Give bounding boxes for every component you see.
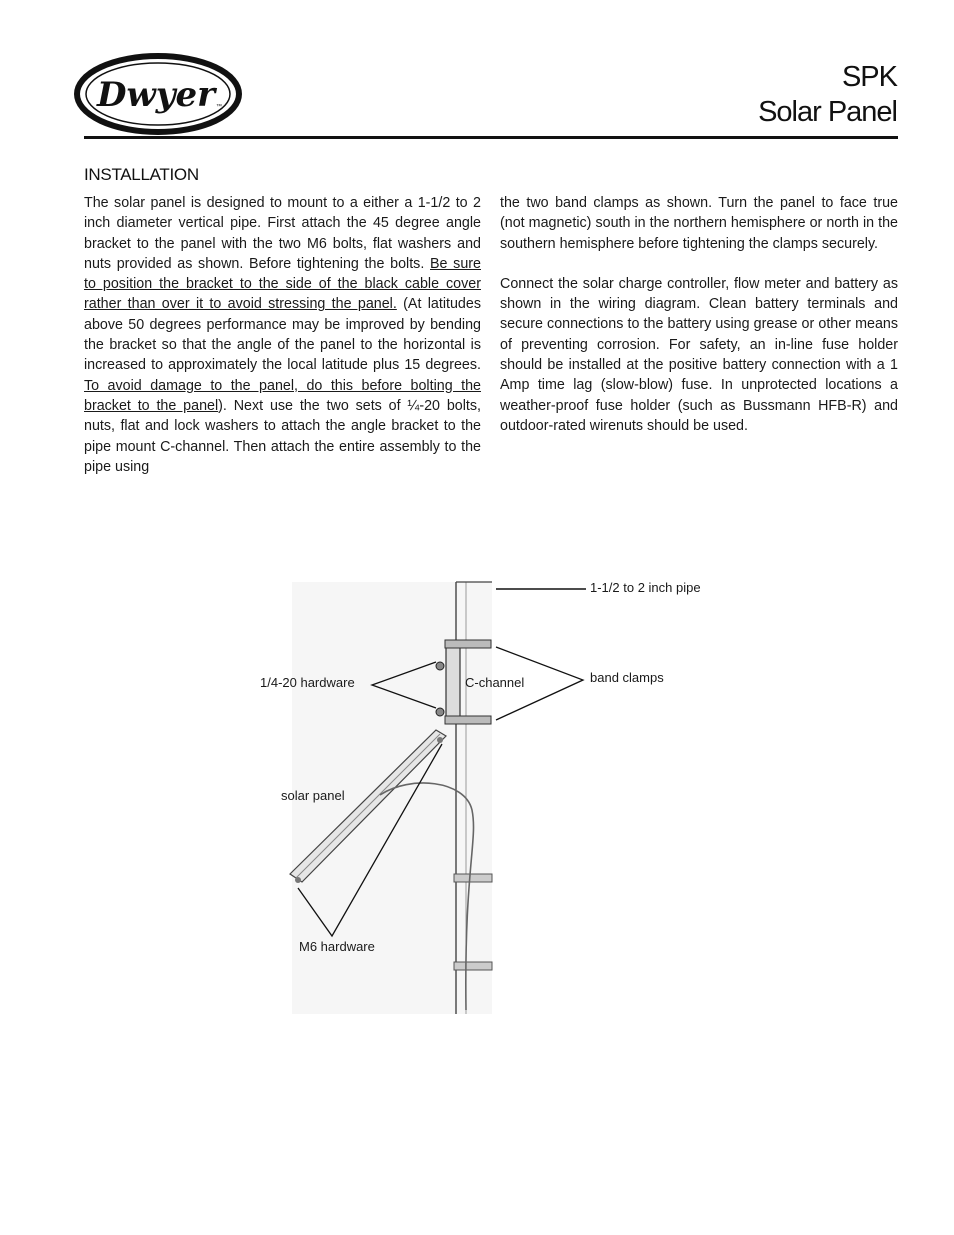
band-clamp-top (445, 640, 491, 648)
document-title (758, 60, 897, 130)
m6-bolt-bottom (295, 877, 301, 883)
underlined-warning: To avoid damage to the panel, do this before bolting the bracket to the panel (84, 377, 481, 414)
label-c-channel: C-channel (465, 675, 525, 690)
model-code: SPK (841, 61, 897, 93)
installation-paragraph-2: the two band clamps as shown. Turn the panel to face true (not magnetic) south in the northern hemisphere or north in the southern hemisphere before tightening the clamps securely. (500, 195, 898, 252)
text-run: (At latitudes above 50 degrees performance may be improved by bending the bracket so that the angle of the panel to the horizontal is increased to approximately the local latitude plus 15 degrees. (84, 296, 481, 374)
m6-bolt-top (437, 737, 443, 743)
header-divider (84, 136, 898, 139)
label-solar-panel: solar panel (281, 788, 345, 803)
label-m6-hardware: M6 hardware (299, 939, 375, 954)
label-quarter-hardware: 1/4-20 hardware (260, 675, 355, 690)
logo-wordmark: Dwyer (96, 75, 216, 115)
bolt-lower (436, 708, 444, 716)
right-column (500, 193, 898, 436)
bolt-upper (436, 662, 444, 670)
installation-paragraph-1 (84, 193, 481, 477)
text-run: ). Next use the two sets of ¼-20 bolts, nuts, flat and lock washers to attach the angle bracket to the pipe mount C-channel. Then attach the entire assembly to the pipe using (84, 397, 481, 475)
text-run: The solar panel is designed to mount to a either a 1-1/2 to 2 inch diameter vertical pipe. First attach the 45 degree angle bracket to the panel with the two M6 bolts, flat washers and nuts provided as shown. Before tightening the bolts. (84, 195, 481, 272)
wiring-paragraph: Connect the solar charge controller, flow meter and battery as shown in the wiring diagram. Clean battery terminals and secure connections to the battery using grease or other means of preventing corrosion. For safety, an in-line fuse holder should be installed at the positive battery connection with a 1 Amp time lag (slow-blow) fuse. In unprotected locations a weather-proof fuse holder (such as Bussmann HFB-R) and outdoor-rated wirenuts should be used. (500, 275, 898, 434)
trademark-mark: ™ (216, 104, 222, 110)
product-name: Solar Panel (758, 96, 897, 128)
dwyer-logo (74, 52, 244, 136)
label-band-clamps: band clamps (590, 670, 664, 685)
label-pipe: 1-1/2 to 2 inch pipe (590, 580, 701, 595)
dwyer-logo-graphic (74, 52, 244, 136)
section-heading: INSTALLATION (84, 165, 199, 184)
lower-clamp-1 (454, 874, 492, 882)
c-channel-shape (446, 642, 460, 722)
band-clamp-bottom (445, 716, 491, 724)
left-column (84, 193, 481, 477)
underlined-warning: Be sure to position the bracket to the side of the black cable cover rather than over it to avoid stressing the panel. (84, 255, 481, 313)
mounting-diagram (250, 570, 730, 1020)
lower-clamp-2 (454, 962, 492, 970)
